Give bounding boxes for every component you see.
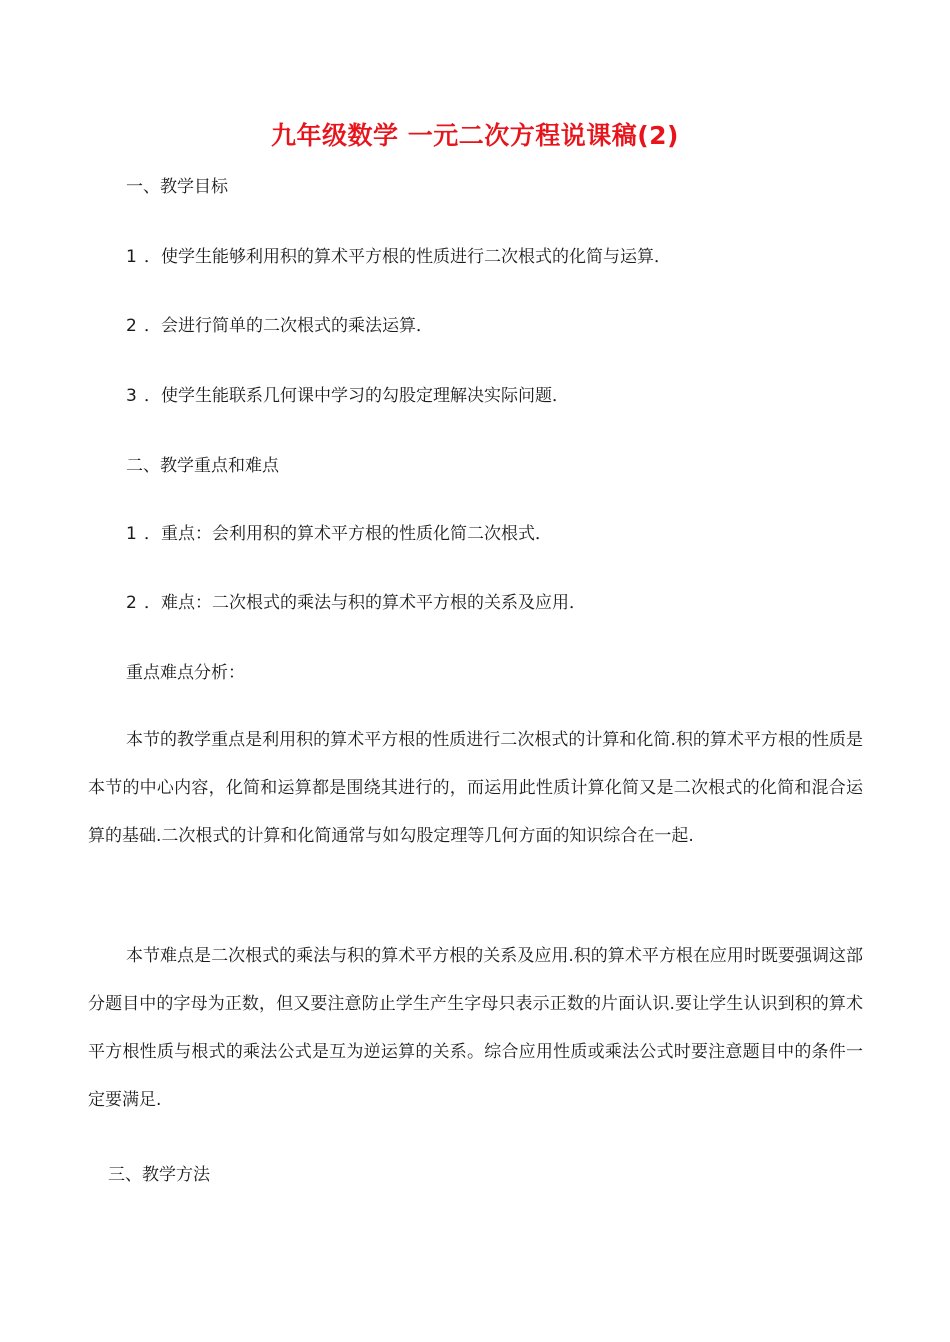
list-item-number: 2 xyxy=(126,316,137,336)
section-heading-methods: 三、教学方法 xyxy=(108,1165,210,1185)
list-item-text: ．难点：二次根式的乘法与积的算术平方根的关系及应用． xyxy=(144,593,586,613)
list-item xyxy=(126,314,433,338)
list-item-text: ．使学生能够利用积的算术平方根的性质进行二次根式的化简与运算． xyxy=(144,247,671,267)
analysis-paragraph-1: 本节的教学重点是利用积的算术平方根的性质进行二次根式的计算和化简.积的算术平方根的性质是本节的中心内容，化简和运算都是围绕其进行的，而运用此性质计算化简又是二次根式的化简和混合运算的基础.二次根式的计算和化简通常与如勾股定理等几何方面的知识综合在一起. xyxy=(88,730,863,846)
list-item-number: 1 xyxy=(126,524,137,544)
analysis-paragraph-2: 本节难点是二次根式的乘法与积的算术平方根的关系及应用.积的算术平方根在应用时既要强调这部分题目中的字母为正数，但又要注意防止学生产生字母只表示正数的片面认识.要让学生认识到积的算术平方根性质与根式的乘法公式是互为逆运算的关系。综合应用性质或乘法公式时要注意题目中的条件一定要满足. xyxy=(88,946,863,1110)
section-heading-keypoints: 二、教学重点和难点 xyxy=(126,456,279,476)
list-item-number: 3 xyxy=(126,386,137,406)
list-item xyxy=(126,522,552,546)
section-heading-goals: 一、教学目标 xyxy=(126,177,228,197)
list-item-text: ．会进行简单的二次根式的乘法运算． xyxy=(144,316,433,336)
list-item xyxy=(126,591,586,615)
list-item xyxy=(126,245,671,269)
list-item xyxy=(126,384,569,408)
list-item-text: ．重点：会利用积的算术平方根的性质化简二次根式． xyxy=(144,524,552,544)
document-title: 九年级数学 一元二次方程说课稿(2) xyxy=(271,121,679,150)
analysis-heading: 重点难点分析： xyxy=(126,663,245,683)
list-item-number: 2 xyxy=(126,593,137,613)
list-item-text: ．使学生能联系几何课中学习的勾股定理解决实际问题． xyxy=(144,386,569,406)
list-item-number: 1 xyxy=(126,247,137,267)
